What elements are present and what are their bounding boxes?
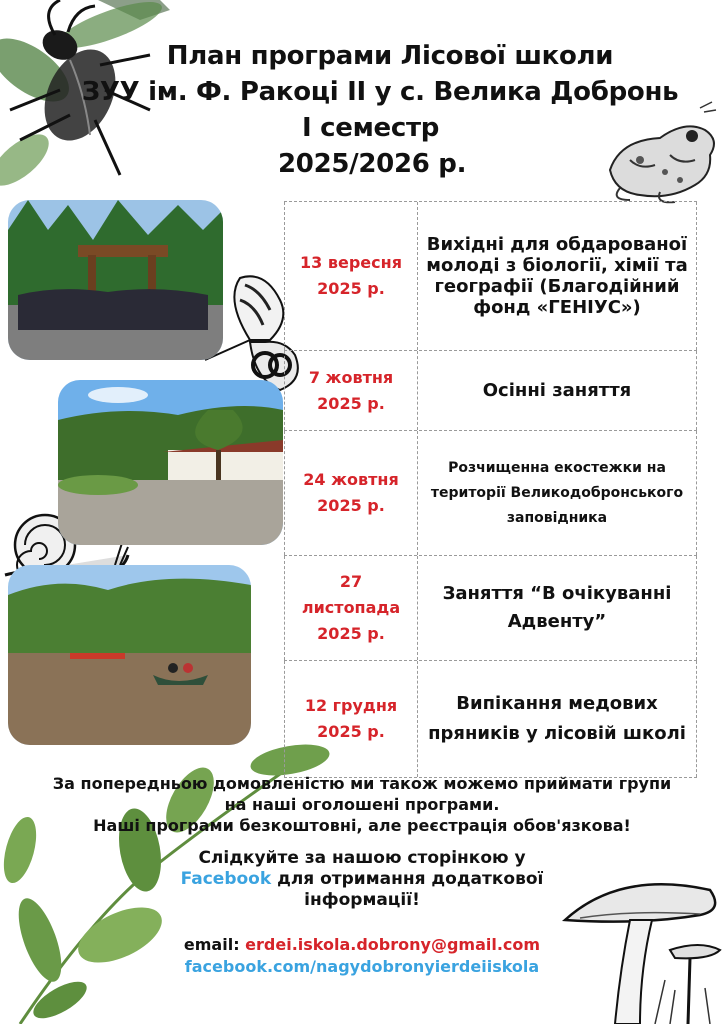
groups-note <box>0 773 724 836</box>
event-date: 27 листопада 2025 р. <box>284 556 418 660</box>
groups-note-line-1: За попередньою домовленістю ми також можемо приймати групи <box>52 774 672 793</box>
academic-year: 2025/2026 р. <box>278 149 467 179</box>
schedule-row <box>284 555 697 660</box>
schedule-row <box>284 350 697 430</box>
title-line-1: План програми Лісової школи <box>166 41 614 71</box>
follow-line-2 <box>0 869 724 890</box>
follow-line-2-text: для отримання додаткової <box>271 869 544 889</box>
title-block <box>60 38 700 182</box>
facebook-page-link[interactable]: facebook.com/nagydobronyierdeiiskola <box>184 957 540 976</box>
event-date: 7 жовтня 2025 р. <box>284 351 418 430</box>
schedule-row <box>284 660 697 778</box>
follow-line-1: Слідкуйте за нашою сторінкою у <box>198 848 526 868</box>
event-title: Випікання медових пряників у лісовій школі <box>418 661 697 777</box>
contact-block <box>0 934 724 978</box>
event-title: Осінні заняття <box>418 351 697 430</box>
title-line-2: ЗУУ ім. Ф. Ракоці ІІ у с. Велика Добронь <box>81 77 679 107</box>
follow-line-3: інформації! <box>304 890 420 910</box>
email-link[interactable]: erdei.iskola.dobrony@gmail.com <box>245 935 541 954</box>
email-label: email: <box>183 935 246 954</box>
email-line <box>0 934 724 956</box>
photo-forest-school-yard <box>58 380 283 545</box>
event-title: Вихідні для обдарованої молоді з біології, хімії та географії (Благодійний фонд «ГЕНІУС») <box>418 202 697 350</box>
event-date: 13 вересня 2025 р. <box>284 202 418 350</box>
schedule-row <box>284 201 697 350</box>
schedule-row <box>284 430 697 555</box>
photo-group-at-gate <box>8 200 223 360</box>
program-schedule-table <box>284 201 697 778</box>
facebook-link[interactable]: Facebook <box>180 869 272 889</box>
event-date: 12 грудня 2025 р. <box>284 661 418 777</box>
photo-river-boats <box>8 565 251 745</box>
event-title: Розчищенна екостежки на території Великодобронського заповідника <box>418 431 697 555</box>
groups-note-line-2: на наші оголошені програми. <box>224 795 500 814</box>
event-date: 24 жовтня 2025 р. <box>284 431 418 555</box>
registration-note: Наші програми безкоштовні, але реєстрація обов'язкова! <box>93 816 631 835</box>
event-title: Заняття “В очікуванні Адвенту” <box>418 556 697 660</box>
semester-label: І семестр <box>302 113 440 143</box>
follow-us-text <box>0 848 724 911</box>
